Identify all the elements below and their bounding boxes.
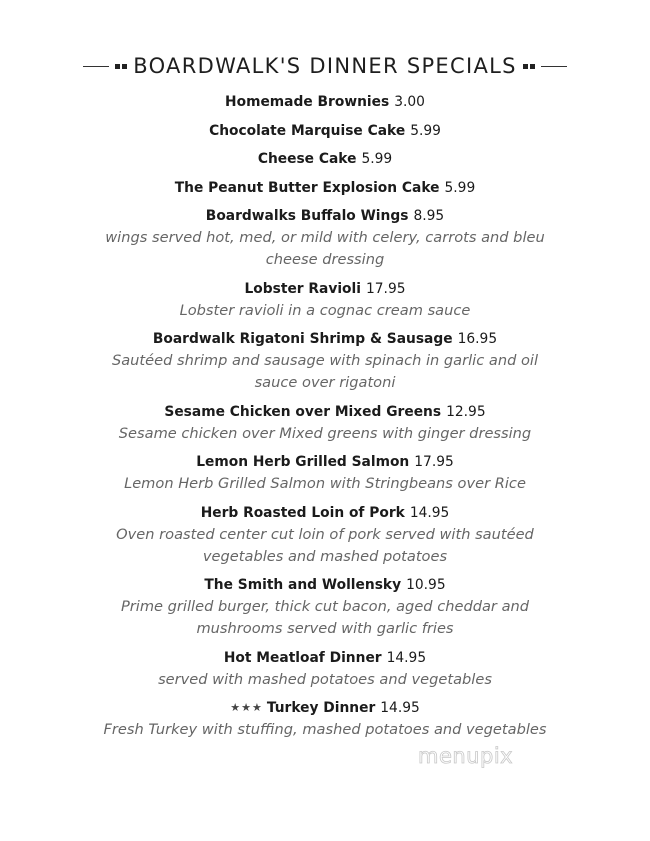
star-rating-icon: ★★★ (230, 701, 263, 714)
menu-item-price: 12.95 (446, 403, 486, 420)
header-rule-right (541, 66, 567, 67)
menu-item-price: 14.95 (386, 649, 427, 666)
menu-item-name: Sesame Chicken over Mixed Greens (164, 403, 442, 420)
menu-item-heading (0, 205, 650, 227)
menu-item (0, 177, 650, 199)
menu-item-name: Boardwalk Rigatoni Shrimp & Sausage (152, 331, 453, 347)
menu-item-name: Lobster Ravioli (244, 280, 361, 297)
square-ornament-right-icon (523, 64, 535, 69)
menu-item-description: served with mashed potatoes and vegetables (158, 670, 492, 688)
menu-item-heading (0, 502, 650, 524)
menu-item-heading (0, 647, 650, 669)
menu-item (0, 205, 650, 271)
menu-item (0, 120, 650, 142)
menu-item-price: 5.99 (410, 122, 441, 139)
menu-item-name: Boardwalks Buffalo Wings (205, 208, 409, 224)
menu-item-price: 5.99 (361, 151, 393, 167)
menu-item-description: Lobster ravioli in a cognac cream sauce (179, 301, 471, 319)
menu-item-description: Sesame chicken over Mixed greens with ginger dressing (118, 424, 532, 442)
header-rule-left (83, 66, 109, 67)
menu-item-description: Prime grilled burger, thick cut bacon, aged cheddar and mushrooms served with garlic fries (120, 598, 530, 637)
menu-items-list (0, 91, 650, 748)
menu-item-name: Hot Meatloaf Dinner (223, 649, 382, 666)
menu-item-heading (0, 401, 650, 423)
menu-item-description: wings served hot, med, or mild with celery, carrots and bleu cheese dressing (105, 229, 545, 268)
menu-item-name: Cheese Cake (257, 151, 357, 167)
menu-item-heading (0, 91, 650, 113)
menu-item-heading (0, 278, 650, 300)
menu-item-name: Homemade Brownies (225, 94, 390, 110)
menu-item-description: Sautéed shrimp and sausage with spinach in garlic and oil sauce over rigatoni (111, 352, 539, 391)
menu-item (0, 278, 650, 322)
menu-item (0, 502, 650, 568)
menu-item-description: Fresh Turkey with stuffing, mashed potatoes and vegetables (103, 721, 547, 738)
menu-item-heading (0, 120, 650, 142)
menu-item (0, 91, 650, 113)
menu-item-price: 14.95 (409, 504, 450, 521)
menu-item-heading (0, 574, 650, 596)
menu-item-price: 14.95 (380, 700, 420, 716)
menu-item-heading (0, 328, 650, 350)
watermark-logo: menupix (418, 744, 514, 768)
menu-item (0, 451, 650, 495)
menu-item-price: 5.99 (444, 179, 476, 196)
menu-item-name: Chocolate Marquise Cake (209, 122, 406, 139)
menu-item-price: 17.95 (366, 280, 406, 297)
menu-item (0, 148, 650, 170)
menu-item-heading (0, 451, 650, 473)
menu-item (0, 647, 650, 691)
menu-item-price: 10.95 (406, 577, 446, 593)
menu-item-name: Herb Roasted Loin of Pork (200, 504, 405, 521)
menu-item-heading (0, 697, 650, 719)
menu-item-price: 16.95 (457, 331, 498, 347)
menu-item-description: Lemon Herb Grilled Salmon with Stringbeans over Rice (124, 475, 526, 492)
menu-item (0, 401, 650, 445)
menu-item (0, 697, 650, 741)
menu-header (0, 50, 650, 82)
menu-item-name: The Smith and Wollensky (204, 577, 402, 593)
menu-item-heading (0, 148, 650, 170)
menu-item-price: 3.00 (394, 94, 425, 110)
menu-item-description: Oven roasted center cut loin of pork served with sautéed vegetables and mashed potatoes (116, 525, 534, 565)
square-ornament-left-icon (115, 64, 127, 69)
menu-item-name: Turkey Dinner (266, 700, 376, 716)
menu-item-name: The Peanut Butter Explosion Cake (174, 179, 440, 196)
menu-item-price: 8.95 (413, 208, 445, 224)
menu-item (0, 574, 650, 640)
menu-title: BOARDWALK'S DINNER SPECIALS (133, 54, 517, 78)
menu-item (0, 328, 650, 394)
menu-item-heading (0, 177, 650, 199)
menu-item-price: 17.95 (414, 454, 454, 470)
menu-item-name: Lemon Herb Grilled Salmon (196, 454, 410, 470)
